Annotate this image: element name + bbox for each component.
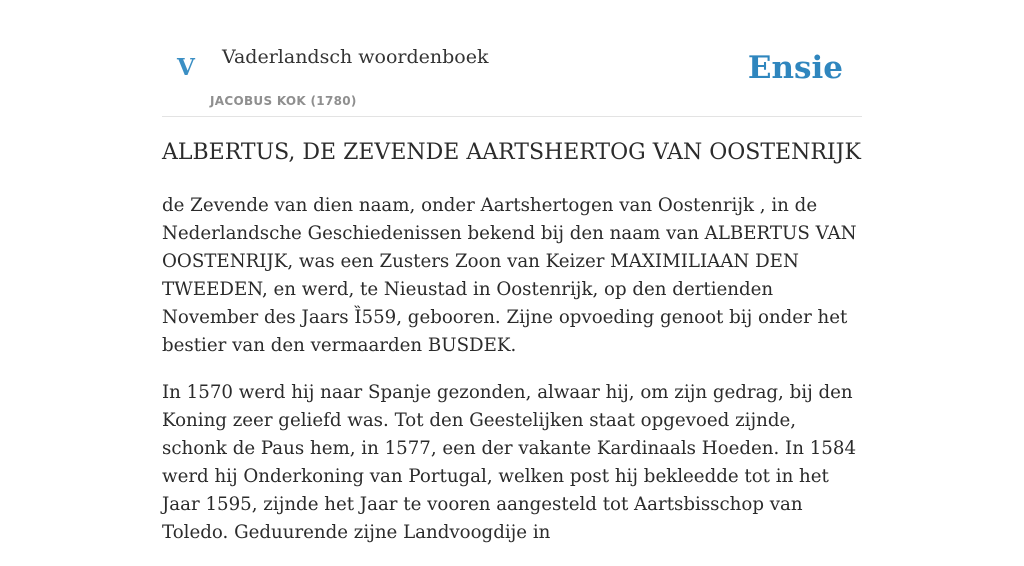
brand-logo[interactable]: Ensie [747, 50, 843, 86]
entry-paragraph: de Zevende van dien naam, onder Aartshertogen van Oostenrijk , in de Nederlandsche Geschiedenissen bekend bij den naam van ALBERTUS VAN OOSTENRIJK, was een Zusters Zoon van Keizer MAXIMILIAAN DEN TWEEDEN, en werd, te Nieustad in Oostenrijk, op den dertienden November des Jaars Ȉ559, gebooren. Zijne opvoeding genoot bij onder het bestier van den vermaarden BUSDEK. [162, 195, 857, 356]
entry-title: ALBERTUS, DE ZEVENDE AARTSHERTOG VAN OOSTENRIJK [162, 140, 861, 165]
book-title[interactable]: Vaderlandsch woordenboek [222, 46, 489, 68]
page [162, 0, 862, 543]
index-letter[interactable]: V [177, 54, 195, 81]
entry-body [162, 192, 862, 566]
book-author: JACOBUS KOK (1780) [210, 94, 357, 108]
entry-paragraph: In 1570 werd hij naar Spanje gezonden, alwaar hij, om zijn gedrag, bij den Koning zeer geliefd was. Tot den Geestelijken staat opgevoed zijnde, schonk de Paus hem, in 1577, een der vakante Kardinaals Hoeden. In 1584 werd hij Onderkoning van Portugal, welken post hij bekleedde tot in het Jaar 1595, zijnde het Jaar te vooren aangesteld tot Aartsbisschop van Toledo. Geduurende zijne Landvoogdije in [162, 382, 857, 543]
header [162, 0, 862, 117]
